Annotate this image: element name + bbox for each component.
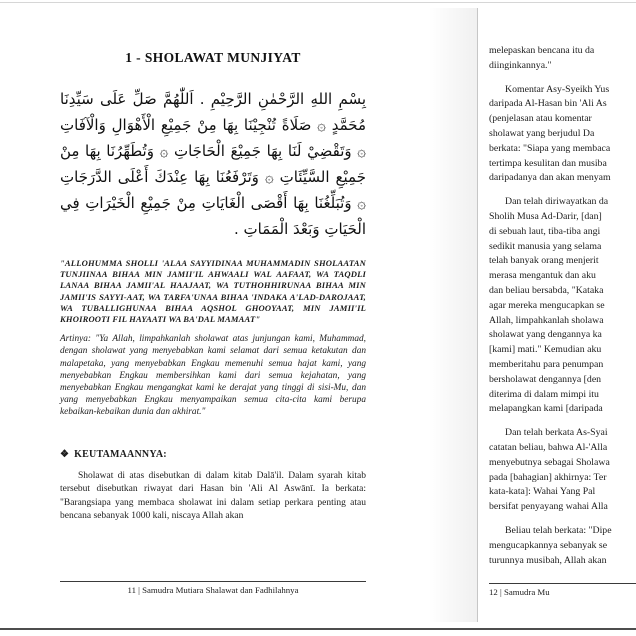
photo-bottom-edge bbox=[0, 628, 636, 630]
text-line: telah banyak orang menjerit bbox=[489, 255, 599, 267]
text-line: Allah, limpahkanlah sholawa bbox=[489, 314, 604, 326]
left-page bbox=[60, 50, 366, 524]
section-heading bbox=[60, 449, 366, 460]
text-line: dan beliau bersabda, "Kataka bbox=[489, 284, 604, 296]
text-line: [kami] mati." Kemudian aku bbox=[489, 344, 602, 356]
paragraph bbox=[489, 44, 636, 74]
text-line: diterima di dalam mimpi itu bbox=[489, 388, 599, 400]
text-line: (penjelasan atau komentar bbox=[489, 113, 592, 125]
text-line: turunnya musibah, Allah akan bbox=[489, 554, 607, 566]
text-line: catatan beliau, bahwa Al-'Alla bbox=[489, 441, 608, 453]
text-line: Dan telah diriwayatkan da bbox=[505, 196, 609, 208]
text-line: tertimpa kesulitan dan musiba bbox=[489, 157, 607, 169]
text-line: agar mereka mengucapkan se bbox=[489, 299, 605, 311]
text-line: daripadanya dan akan menyam bbox=[489, 172, 611, 184]
transliteration-text: "ALLOHUMMA SHOLLI 'ALAA SAYYIDINAA MUHAMMADIN SHOLAATAN TUNJIINAA BIHAA MIN JAMII'IL AHWAALI WAL AAFAAT, WA TAQDLI LANAA BIHAA JAMII'AL HAAJAAT, WA TUTHOHHIRUNAA BIHAA MIN JAMII'IS SAYYI-AAT, WA TARFA'UNAA BIHAA 'INDAKA A'LAD-DAROJAAT, WA TUBALLIGHUNAA BIHAA AQSHOL GHOOYAAT, MIN JAMII'IL KHOIROOTI FIL HAYAATI WA BA'DAL MAMAAT" bbox=[60, 258, 366, 325]
translation-text: Artinya: "Ya Allah, limpahkanlah sholawat atas junjungan kami, Muhammad, dengan sholawat yang menyebabkan kami selamat dari semua ketakutan dan malapetaka, yang menyebabkan Engkau memenuhi semua hajat kami, yang menyebabkan Engkau membersihkan kami dari semua kejahatan, yang menyebabkan Engkau mengangkat kami ke derajat yang tinggi di sisi-Mu, dan yang menyebabkan Engkau menyampaikan semua cita-cita kami berupa kebaikan-kebaikan dunia dan akhirat." bbox=[60, 334, 366, 418]
text-line: kata-kata]: Wahai Yang Pal bbox=[489, 486, 596, 498]
paragraph bbox=[489, 83, 636, 187]
text-line: bersholawat dengannya [den bbox=[489, 373, 602, 385]
text-line: melapangkan kami [daripada bbox=[489, 403, 603, 415]
diamond-marker-icon: ❖ bbox=[60, 448, 70, 460]
text-line: Sholih Musa Ad-Darir, [dan] bbox=[489, 210, 602, 222]
text-line: daripada Al-Hasan bin 'Ali As bbox=[489, 98, 607, 110]
arabic-prayer-text: بِسْمِ اللهِ الرَّحْمٰنِ الرَّحِيْمِ . اَللّٰهُمَّ صَلِّ عَلَى سَيِّدِنَا مُحَمَّدٍ ۞ صَلَاةً تُنْجِيْنَا بِهَا مِنْ جَمِيْعِ الْأَهْوَالِ وَالْآفَاتِ ۞ وَتَقْضِيْ لَنَا بِهَا جَمِيْعَ الْحَاجَاتِ ۞ وَتُطَهِّرُنَا بِهَا مِنْ جَمِيْعِ السَّيِّئَاتِ ۞ وَتَرْفَعُنَا بِهَا عِنْدَكَ أَعْلَى الدَّرَجَاتِ ۞ وَتُبَلِّغُنَا بِهَا أَقْصَى الْغَايَاتِ مِنْ جَمِيْعِ الْخَيْرَاتِ فِي الْحَيَاتِ وَبَعْدَ الْمَمَاتِ . bbox=[60, 90, 366, 238]
section-heading-label: KEUTAMAANNYA: bbox=[74, 448, 167, 460]
text-line: berkata: "Siapa yang membaca bbox=[489, 142, 611, 154]
text-line: mengucapkannya sebanyak se bbox=[489, 539, 608, 551]
text-line: diinginkannya." bbox=[489, 59, 552, 71]
text-line: bersifat penyayang wahai Alla bbox=[489, 501, 608, 513]
text-line: merasa mengantuk dan aku bbox=[489, 270, 596, 282]
page-gutter-shadow bbox=[428, 8, 477, 622]
page-gutter-line bbox=[477, 8, 478, 622]
text-line: di sebuah laut, tiba-tiba angi bbox=[489, 225, 601, 237]
text-line: memberitahu para penumpan bbox=[489, 358, 604, 370]
text-line: Komentar Asy-Syeikh Yus bbox=[505, 83, 610, 95]
body-paragraph: Sholawat di atas disebutkan di dalam kitab Dalā'il. Dalam syarah kitab tersebut disebutkan riwayat dari Hasan bin 'Ali Al Aswānī. Ia berkata: "Barangsiapa yang membaca sholawat ini dalam setiap perkara penting atau bencana sebanyak 1000 kali, niscaya Allah akan bbox=[60, 470, 366, 522]
text-line: pada [bahagian] akhirnya: Ter bbox=[489, 471, 607, 483]
paragraph bbox=[489, 426, 636, 515]
text-line: sedikit manusia yang selama bbox=[489, 240, 602, 252]
right-page-footer: 12 | Samudra Mu bbox=[489, 583, 636, 597]
paragraph bbox=[489, 195, 636, 417]
text-line: melepaskan bencana itu da bbox=[489, 45, 595, 56]
left-page-footer: 11 | Samudra Mutiara Shalawat dan Fadhilahnya bbox=[60, 581, 366, 595]
photo-top-edge bbox=[0, 2, 636, 3]
text-line: sholawat yang berjudul Da bbox=[489, 127, 595, 139]
right-page-text bbox=[489, 44, 636, 577]
chapter-title: 1 - SHOLAWAT MUNJIYAT bbox=[125, 50, 301, 65]
text-line: menyebutnya sebagai Sholawa bbox=[489, 456, 610, 468]
text-line: Dan telah berkata As-Syai bbox=[505, 427, 608, 439]
text-line: Beliau telah berkata: "Dipe bbox=[505, 524, 612, 536]
text-line: sholawat yang dengannya ka bbox=[489, 329, 602, 341]
paragraph bbox=[489, 524, 636, 568]
